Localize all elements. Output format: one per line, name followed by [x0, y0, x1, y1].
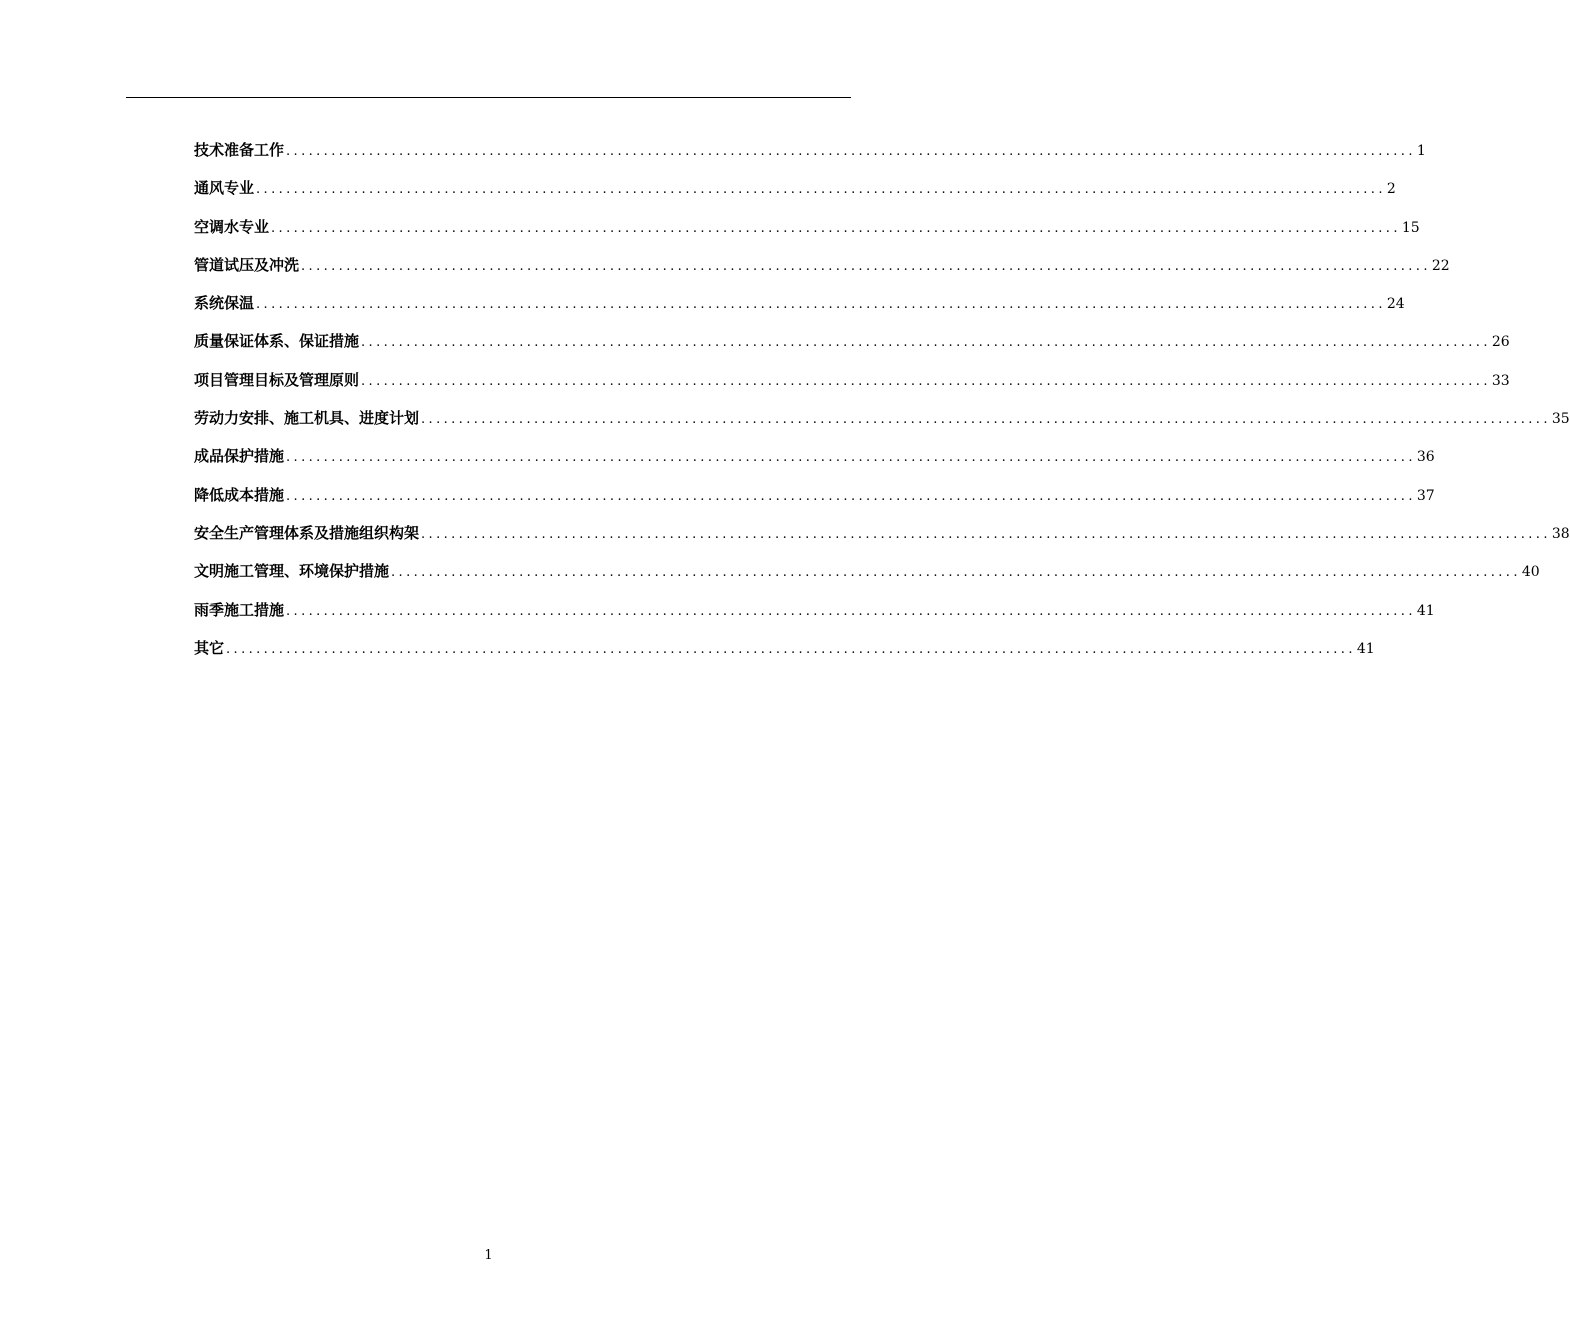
toc-entry[interactable] [194, 406, 1570, 444]
toc-entry-page: 35 [1551, 411, 1570, 428]
toc-entry[interactable] [194, 368, 1510, 406]
toc-dot-leader: ...................................................................................................................................................... [256, 297, 1386, 313]
table-of-contents [194, 138, 1570, 674]
toc-entry-title: 系统保温 [194, 294, 255, 313]
toc-entry-title: 安全生产管理体系及措施组织构架 [194, 523, 420, 542]
toc-dot-leader: ...................................................................................................................................................... [226, 641, 1356, 657]
header-rule [126, 97, 851, 98]
toc-entry[interactable] [194, 329, 1510, 367]
toc-entry[interactable] [194, 444, 1435, 482]
toc-entry[interactable] [194, 598, 1435, 636]
toc-entry[interactable] [194, 521, 1570, 559]
toc-entry-page: 2 [1386, 181, 1396, 198]
toc-dot-leader: ...................................................................................................................................................... [301, 258, 1431, 274]
toc-entry-title: 降低成本措施 [194, 485, 285, 504]
page-number: 1 [484, 1248, 493, 1263]
toc-dot-leader: ...................................................................................................................................................... [361, 335, 1491, 351]
toc-dot-leader: ...................................................................................................................................................... [421, 412, 1551, 428]
toc-entry-title: 项目管理目标及管理原则 [194, 370, 360, 389]
toc-entry[interactable] [194, 636, 1375, 674]
toc-entry-page: 41 [1356, 640, 1375, 657]
toc-entry-page: 36 [1416, 449, 1435, 466]
toc-entry-page: 26 [1491, 334, 1510, 351]
toc-dot-leader: ...................................................................................................................................................... [286, 450, 1416, 466]
toc-entry-page: 1 [1416, 143, 1426, 159]
toc-dot-leader: ...................................................................................................................................................... [361, 373, 1491, 389]
toc-entry-page: 41 [1416, 602, 1435, 619]
toc-entry[interactable] [194, 559, 1540, 597]
toc-dot-leader: ...................................................................................................................................................... [271, 220, 1401, 236]
toc-entry-page: 37 [1416, 487, 1435, 504]
toc-dot-leader: ...................................................................................................................................................... [391, 565, 1521, 581]
toc-entry[interactable] [194, 176, 1396, 214]
toc-entry-page: 24 [1386, 296, 1405, 313]
toc-dot-leader: ...................................................................................................................................................... [421, 526, 1551, 542]
toc-entry-title: 文明施工管理、环境保护措施 [194, 562, 390, 581]
toc-dot-leader: ...................................................................................................................................................... [286, 603, 1416, 619]
toc-entry-title: 空调水专业 [194, 217, 270, 236]
toc-dot-leader: ...................................................................................................................................................... [256, 182, 1386, 198]
toc-entry-title: 技术准备工作 [194, 141, 285, 159]
toc-entry-page: 22 [1431, 257, 1450, 274]
toc-entry-title: 成品保护措施 [194, 447, 285, 466]
toc-entry-page: 40 [1521, 564, 1540, 581]
toc-entry-title: 劳动力安排、施工机具、进度计划 [194, 409, 420, 428]
toc-entry[interactable] [194, 253, 1450, 291]
toc-entry-page: 15 [1401, 219, 1420, 236]
toc-entry-title: 管道试压及冲洗 [194, 255, 300, 274]
toc-entry[interactable] [194, 215, 1420, 253]
toc-entry-title: 通风专业 [194, 179, 255, 198]
toc-entry[interactable] [194, 483, 1435, 521]
toc-entry-title: 雨季施工措施 [194, 600, 285, 619]
toc-entry-page: 33 [1491, 372, 1510, 389]
toc-dot-leader: ...................................................................................................................................................... [286, 144, 1416, 159]
toc-entry[interactable] [194, 138, 1426, 176]
toc-entry-title: 质量保证体系、保证措施 [194, 332, 360, 351]
toc-entry-page: 38 [1551, 525, 1570, 542]
toc-entry[interactable] [194, 291, 1405, 329]
toc-dot-leader: ...................................................................................................................................................... [286, 488, 1416, 504]
toc-entry-title: 其它 [194, 638, 225, 657]
